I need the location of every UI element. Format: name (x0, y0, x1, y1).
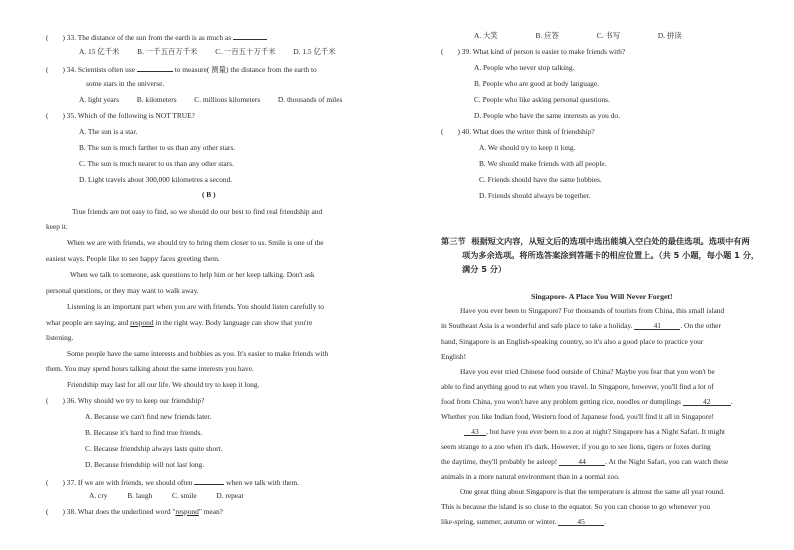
passage-line: in Southeast Asia is a wonderful and safe place to take a holiday. 41 . On the other (441, 321, 721, 330)
passage-line: True friends are not easy to find, so we should do our best to find real friendship and (72, 207, 323, 216)
option-c[interactable]: C. Because friendship always lasts quite short. (85, 444, 223, 453)
passage-line: seem strange to a zoo when it's dark. However, if you go to see lions, tigers or foxes during (441, 442, 711, 451)
passage-line: hand, Singapore is an English-speaking country, so it's also a good place to practice your (441, 337, 704, 346)
answer-blank (233, 31, 267, 40)
passage-line: the daytime, they'll probably be asleep! 44 . At the Night Safari, you can watch these (441, 457, 729, 466)
question-35: ( ) 35. Which of the following is NOT TRUE? (46, 111, 195, 120)
option-d[interactable]: D. thousands of miles (277, 95, 343, 104)
passage-line: Some people have the same interests and hobbies as you. It's easier to make friends with (67, 349, 329, 358)
option-d[interactable]: D. Because friendship will not last long. (85, 460, 205, 469)
passage-line: When we talk to someone, ask questions to help him or her keep talking. Don't ask (70, 270, 315, 279)
answer-paren[interactable]: ( (46, 65, 49, 74)
question-text: What does the writer think of friendship? (472, 127, 595, 136)
option-a[interactable]: A. People who never stop talking. (474, 63, 575, 72)
blank-42[interactable]: 42 (683, 397, 731, 406)
option-d[interactable]: D. People who have the same interests as you do. (474, 111, 620, 120)
answer-paren[interactable]: ( (46, 507, 49, 516)
passage-line: 43 , but have you ever been to a zoo at night? Singapore has a Night Safari. It might (464, 427, 725, 437)
passage-line: Friendship may last for all our life. We should try to keep it long. (67, 380, 260, 389)
blank-44[interactable]: 44 (559, 457, 605, 466)
passage-line: Whether you like Indian food, Western food of Japanese food, you'll find it all in Singapore! (441, 412, 714, 421)
passage-line: personal questions, or they may want to walk away. (46, 286, 199, 295)
passage-line: Have you ever tried Chinese food outside of China? Maybe you fear that you won't be (460, 367, 715, 376)
option-d[interactable]: D. repeat (216, 491, 244, 500)
option-b[interactable]: B. The sun is much farther to us than any other stars. (79, 143, 236, 152)
option-a[interactable]: A. 15 亿千米 (79, 47, 120, 56)
section-3-heading: 第三节 根据短文内容，从短文后的选项中选出能填入空白处的最佳选项。选项中有两 (441, 236, 750, 246)
option-b[interactable]: B. People who are good at body language. (474, 79, 599, 88)
option-b[interactable]: B. laugh (127, 491, 153, 500)
passage-title: Singapore- A Place You Will Never Forget! (531, 292, 673, 301)
option-a[interactable]: A. light years (79, 95, 120, 104)
option-d[interactable]: D. Light travels about 300,000 kilometres a second. (79, 175, 233, 184)
option-b[interactable]: B. kilometers (136, 95, 177, 104)
passage-line: what people are saying, and respond in the right way. Body language can show that you're (46, 318, 313, 327)
answer-paren[interactable]: ( (46, 478, 49, 487)
option-c[interactable]: C. People who like asking personal questions. (474, 95, 610, 104)
option-a[interactable]: A. Because we can't find new friends later. (85, 412, 212, 421)
options-33 (79, 47, 336, 57)
options-37 (89, 491, 243, 501)
underlined-word: respond (130, 318, 154, 327)
passage-line: food from China, you won't have any problem getting rice, noodles or dumplings 42 . (441, 397, 733, 406)
answer-paren[interactable]: ( (46, 396, 49, 405)
section-3-instructions: 满分 5 分） (462, 264, 507, 274)
question-34: ( ) 34. Scientists often use to measure( 测量) the distance from the earth to (46, 65, 317, 74)
section-b-heading: ( B ) (202, 190, 216, 199)
question-text: What kind of person is easier to make friends with? (472, 47, 626, 56)
option-c[interactable]: C. millions kilometers (194, 95, 261, 104)
question-39: ( ) 39. What kind of person is easier to make friends with? (441, 47, 626, 56)
question-text: The distance of the sun from the earth is as much as (77, 33, 232, 42)
question-34-cont: some stars in the universe. (86, 79, 165, 88)
options-38 (474, 31, 682, 41)
answer-blank (137, 63, 173, 72)
answer-paren[interactable]: ( (441, 47, 444, 56)
option-b[interactable]: B. 应答 (535, 31, 559, 40)
question-36: ( ) 36. Why should we try to keep our friendship? (46, 396, 205, 405)
passage-line: English! (441, 352, 467, 361)
section-3-instructions: 项为多余选项。将所选答案涂到答题卡的相应位置上。（共 5 小题，每小题 1 分， (462, 250, 760, 260)
answer-paren[interactable]: ( (46, 111, 49, 120)
blank-43[interactable]: 43 (464, 427, 486, 436)
answer-blank (194, 476, 224, 485)
passage-line: able to find anything good to eat when you travel. In Singapore, however, you'll find a lot of (441, 382, 714, 391)
passage-line: When we are with friends, we should try to bring them closer to us. Smile is one of the (67, 238, 324, 247)
passage-line: Listening is an important part when you are with friends. You should listen carefully to (67, 302, 324, 311)
option-a[interactable]: A. We should try to keep it long. (479, 143, 576, 152)
option-c[interactable]: C. 一百五十万千米 (215, 47, 276, 56)
passage-line: easiest ways. People like to see happy faces greeting them. (46, 254, 220, 263)
question-40: ( ) 40. What does the writer think of friendship? (441, 127, 595, 136)
option-d[interactable]: D. 1.5 亿千米 (293, 47, 336, 56)
passage-line: animals in a more natural environment than in a normal zoo. (441, 472, 620, 481)
passage-line: Have you ever been to Singapore? For thousands of tourists from China, this small island (460, 306, 725, 315)
answer-paren[interactable]: ( (46, 33, 49, 42)
option-a[interactable]: A. cry (89, 491, 108, 500)
section-3-label: 第三节 (441, 236, 466, 246)
passage-line: One great thing about Singapore is that the temperature is almost the same all year round. (460, 487, 725, 496)
option-b[interactable]: B. We should make friends with all people. (479, 159, 607, 168)
answer-paren[interactable]: ( (441, 127, 444, 136)
question-33: ( ) 33. The distance of the sun from the earth is as much as (46, 31, 267, 43)
passage-line: like-spring, summer, autumn or winter. 45 . (441, 517, 606, 526)
option-d[interactable]: D. Friends should always be together. (479, 191, 591, 200)
option-a[interactable]: A. 大笑 (474, 31, 498, 40)
blank-41[interactable]: 41 (634, 321, 680, 330)
option-c[interactable]: C. Friends should have the same hobbies. (479, 175, 602, 184)
option-c[interactable]: C. smile (171, 491, 197, 500)
underlined-word: respond (175, 507, 199, 516)
passage-line: them. You may spend hours talking about the same interests you have. (46, 364, 254, 373)
option-a[interactable]: A. The sun is a star. (79, 127, 138, 136)
option-d[interactable]: D. 拼读 (657, 31, 682, 40)
options-34 (79, 95, 342, 105)
option-c[interactable]: C. The sun is much nearer to us than any other stars. (79, 159, 234, 168)
question-text: Which of the following is NOT TRUE? (77, 111, 195, 120)
option-b[interactable]: B. 一千五百万千米 (137, 47, 198, 56)
option-c[interactable]: C. 书写 (596, 31, 621, 40)
question-38: ( ) 38. What does the underlined word "respond" mean? (46, 507, 223, 516)
passage-line: This is because the island is so close to the equator. So you can choose to go whenever you (441, 502, 711, 511)
passage-line: listening. (46, 333, 74, 342)
passage-line: keep it. (46, 222, 68, 231)
blank-45[interactable]: 45 (558, 517, 604, 526)
option-b[interactable]: B. Because it's hard to find true friends. (85, 428, 203, 437)
question-text: Why should we try to keep our friendship? (77, 396, 205, 405)
question-37: ( ) 37. If we are with friends, we should often when we talk with them. (46, 478, 300, 487)
